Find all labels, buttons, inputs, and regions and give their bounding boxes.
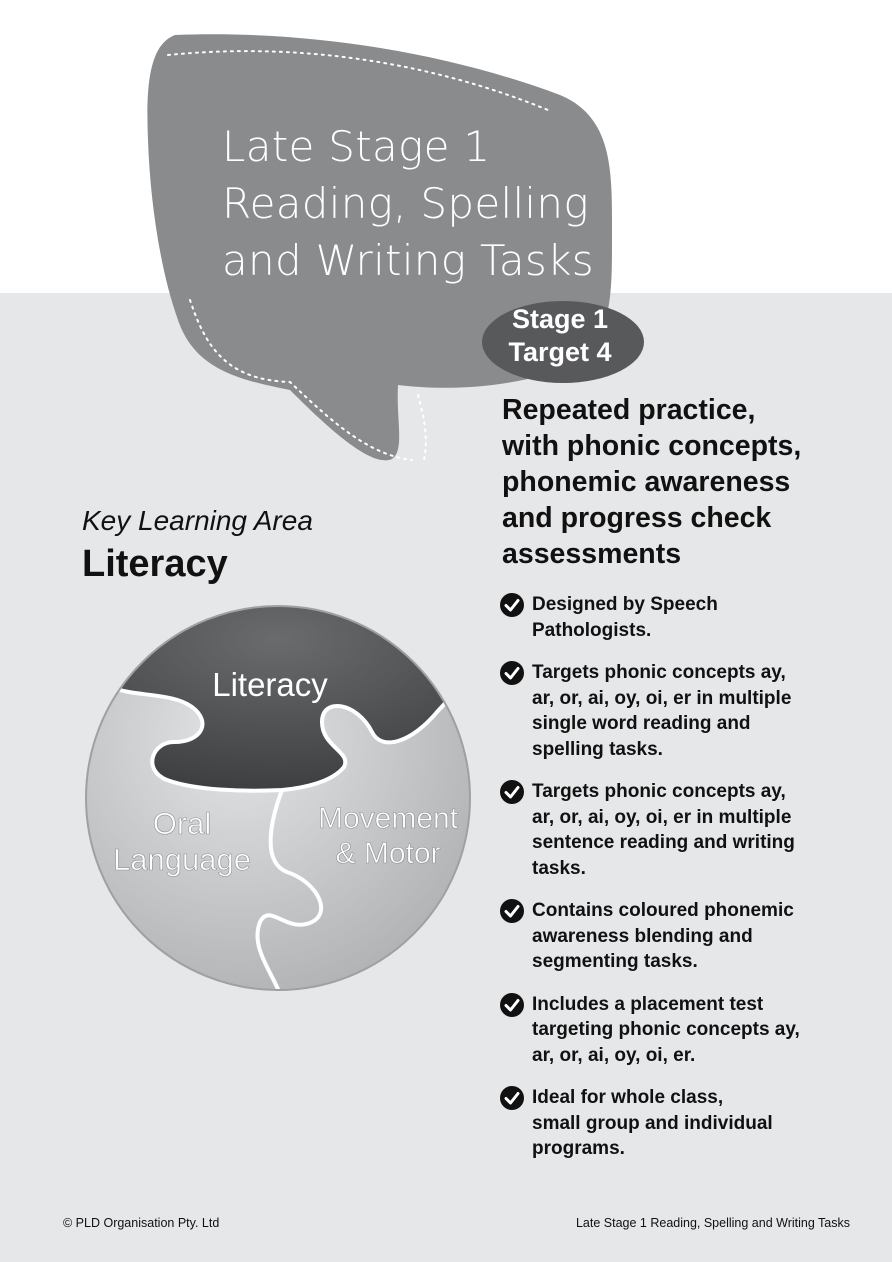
puzzle-movement-motor-line-1: Movement [317, 802, 459, 835]
feature-line: segmenting tasks. [532, 951, 698, 972]
feature-item [500, 898, 830, 975]
feature-line: programs. [532, 1138, 625, 1159]
feature-line: awareness blending and [532, 925, 753, 947]
check-circle-icon [500, 899, 524, 923]
puzzle-literacy-label: Literacy [212, 666, 328, 703]
feature-line: ar, or, ai, oy, oi, er. [532, 1044, 696, 1066]
headline-line-2: with phonic concepts, [502, 430, 802, 462]
title-line-2: Reading, Spelling [222, 179, 589, 228]
footer-copyright: © PLD Organisation Pty. Ltd [63, 1216, 220, 1230]
check-circle-icon [500, 993, 524, 1017]
title-line-1: Late Stage 1 [222, 122, 491, 171]
check-circle-icon [500, 1086, 524, 1110]
headline [502, 392, 862, 572]
headline-line-4: and progress check [502, 502, 772, 534]
feature-line: targeting phonic concepts ay, [532, 1019, 800, 1040]
feature-line: Contains coloured phonemic [532, 900, 794, 921]
feature-line: Designed by Speech [532, 594, 718, 615]
feature-line: Pathologists. [532, 619, 652, 641]
feature-line: Targets phonic concepts ay, [532, 662, 786, 683]
feature-item [500, 779, 830, 881]
feature-list [500, 592, 830, 1179]
feature-line: spelling tasks. [532, 738, 663, 760]
feature-line: sentence reading and writing [532, 832, 795, 853]
badge-line-stage: Stage 1 [511, 304, 609, 334]
feature-line: ar, or, ai, oy, oi, er in multiple [532, 806, 792, 828]
check-circle-icon [500, 661, 524, 685]
feature-item [500, 1085, 830, 1162]
stage-target-badge-text [482, 301, 638, 369]
feature-item [500, 660, 830, 762]
puzzle-movement-motor-line-2: & Motor [335, 837, 441, 870]
check-circle-icon [500, 780, 524, 804]
feature-line: small group and individual [532, 1112, 773, 1134]
badge-line-target: Target 4 [508, 337, 612, 367]
footer-document-title: Late Stage 1 Reading, Spelling and Writing Tasks [575, 1216, 850, 1230]
headline-line-3: phonemic awareness [502, 466, 791, 498]
key-learning-area-label: Key Learning Area [82, 505, 313, 536]
puzzle-oral-language-line-1: Oral [152, 806, 212, 841]
feature-line: Ideal for whole class, [532, 1087, 724, 1108]
feature-item [500, 992, 830, 1069]
headline-line-1: Repeated practice, [502, 394, 756, 426]
puzzle-circle-graphic [82, 602, 474, 994]
feature-line: Targets phonic concepts ay, [532, 781, 786, 802]
feature-line: single word reading and [532, 713, 751, 734]
feature-line: ar, or, ai, oy, oi, er in multiple [532, 687, 792, 709]
feature-item [500, 592, 830, 643]
headline-line-5: assessments [502, 538, 682, 570]
feature-line: tasks. [532, 857, 586, 879]
check-circle-icon [500, 593, 524, 617]
title-line-3: and Writing Tasks [222, 236, 594, 285]
feature-line: Includes a placement test [532, 993, 764, 1015]
document-title [222, 118, 602, 289]
puzzle-oral-language-line-2: Language [113, 842, 251, 877]
key-learning-area-value: Literacy [82, 543, 228, 585]
